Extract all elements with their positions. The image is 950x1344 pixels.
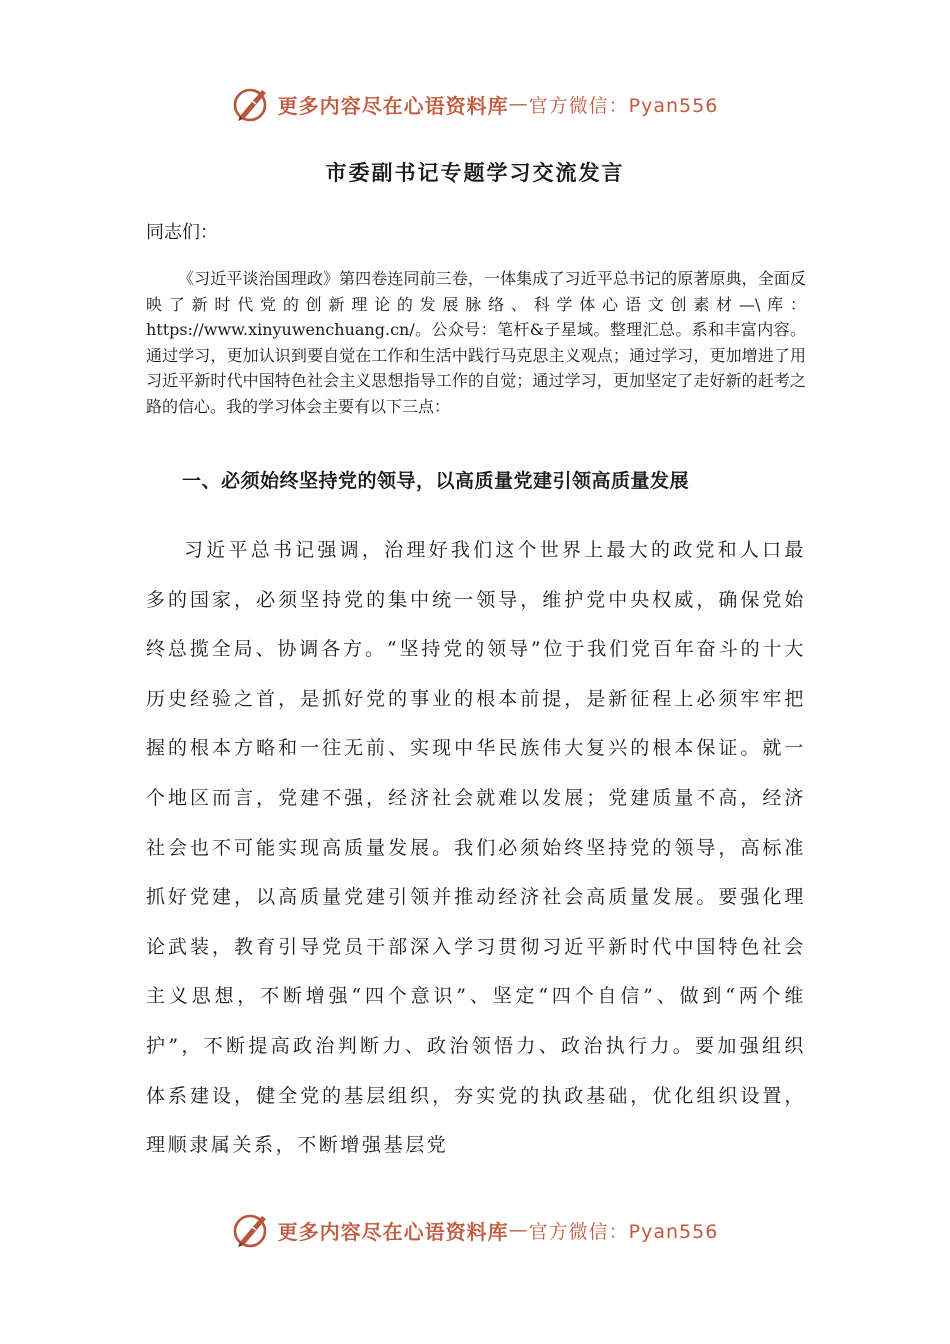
footer-banner [0,1208,950,1252]
banner-dash: — [508,93,529,115]
banner-wechat-id: 官方微信：Pyan556 [528,1220,719,1243]
intro-paragraph: 《习近平谈治国理政》第四卷连同前三卷，一体集成了习近平总书记的原著原典，全面反映了新时代党的创新理论的发展脉络、科学体心语文创素材—\库：https://www.xinyuwenchuang.cn/。公众号：笔杆&子星域。整理汇总。系和丰富内容。通过学习，更加认识到要自觉在工作和生活中践行马克思主义观点；通过学习，更加增进了用习近平新时代中国特色社会主义思想指导工作的自觉；通过学习，更加坚定了走好新的赶考之路的信心。我的学习体会主要有以下三点： [146,269,806,416]
page-title: 市委副书记专题学习交流发言 [325,160,625,185]
banner-dash: — [508,1219,529,1241]
banner-wechat-id: 官方微信：Pyan556 [528,94,719,117]
banner-slogan: 更多内容尽在心语资料库 [277,1219,509,1244]
banner-slogan: 更多内容尽在心语资料库 [277,93,509,118]
body-paragraph: 习近平总书记强调，治理好我们这个世界上最大的政党和人口最多的国家，必须坚持党的集中统一领导，维护党中央权威，确保党始终总揽全局、协调各方。“坚持党的领导”位于我们党百年奋斗的十大历史经验之首，是抓好党的事业的根本前提，是新征程上必须牢牢把握的根本方略和一往无前、实现中华民族伟大复兴的根本保证。就一个地区而言，党建不强，经济社会就难以发展；党建质量不高，经济社会也不可能实现高质量发展。我们必须始终坚持党的领导，高标准抓好党建，以高质量党建引领并推动经济社会高质量发展。要强化理论武装，教育引导党员干部深入学习贯彻习近平新时代中国特色社会主义思想，不断增强“四个意识”、坚定“四个自信”、做到“两个维护”，不断提高政治判断力、政治领悟力、政治执行力。要加强组织体系建设，健全党的基层组织，夯实党的执政基础，优化组织设置，理顺隶属关系，不断增强基层党 [146,539,806,1157]
pen-circle-logo-icon [232,84,272,124]
header-banner [0,82,950,126]
salutation: 同志们： [146,222,218,243]
pen-circle-logo-icon [232,1210,272,1250]
section-heading: 一、必须始终坚持党的领导，以高质量党建引领高质量发展 [182,470,690,492]
